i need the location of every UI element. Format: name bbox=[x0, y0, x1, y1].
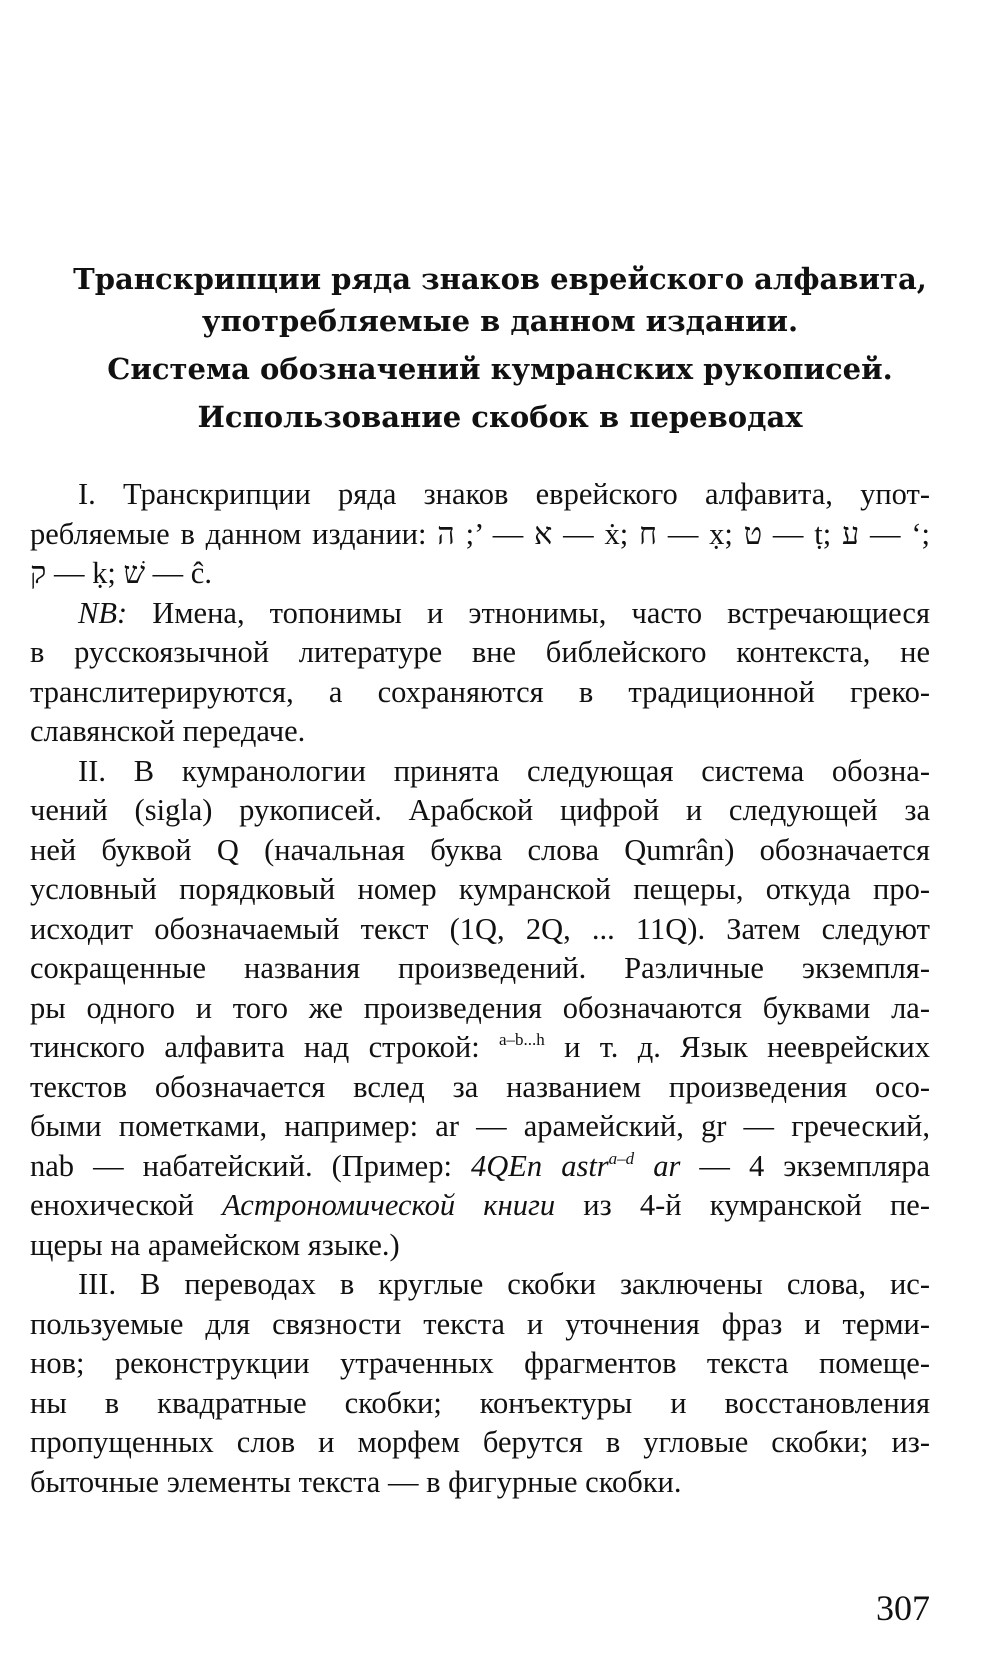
heading-line-1: Транскрипции ряда знаков еврейского алфавита, bbox=[73, 262, 927, 296]
section-2-line-11-a: nab — набатейский. (Пример: bbox=[30, 1148, 471, 1183]
nb-line-4: славянской передаче. bbox=[30, 714, 306, 748]
document-page bbox=[30, 0, 970, 1680]
section-1-line-1: I. Транскрипции ряда знаков еврейского алфавита, упот- bbox=[78, 477, 930, 511]
section-2-line-11-superscript: a–d bbox=[608, 1148, 635, 1168]
section-2-line-12 bbox=[30, 1186, 930, 1226]
section-3-line-5: пропущенных слов и морфем берутся в угловые скобки; из- bbox=[30, 1425, 930, 1459]
section-2-line-1: II. В кумранологии принята следующая система обозна- bbox=[78, 753, 930, 788]
section-3-line-4: ны в квадратные скобки; конъектуры и восстановления bbox=[30, 1385, 930, 1420]
nb-line-3: транслитерируются, а сохраняются в традиционной греко- bbox=[30, 674, 930, 709]
section-3-line-1: III. В переводах в круглые скобки заключены слова, ис- bbox=[78, 1267, 930, 1301]
nb-label: NB: bbox=[78, 595, 128, 630]
section-2-line-7: ры одного и того же произведения обозначаются буквами ла- bbox=[30, 990, 930, 1025]
section-1-line-3: ק — ḳ; שׁ — ĉ. bbox=[30, 556, 212, 590]
section-2-line-11-italic-2: ar bbox=[634, 1148, 681, 1183]
section-3-line-3: нов; реконструкции утраченных фрагментов текста помеще- bbox=[30, 1346, 930, 1380]
section-3-line-2: пользуемые для связности текста и уточнения фраз и терми- bbox=[30, 1306, 930, 1341]
section-2-line-12-italic: Астрономической книги bbox=[222, 1188, 556, 1222]
section-2-line-13: щеры на арамейском языке.) bbox=[30, 1227, 400, 1262]
section-2-line-8-a: тинского алфавита над строкой: bbox=[30, 1030, 499, 1064]
section-2-line-10: быми пометками, например: ar — арамейский, gr — греческий, bbox=[30, 1109, 930, 1143]
section-2-line-8-b: и т. д. Язык нееврейских bbox=[544, 1030, 931, 1064]
section-2-line-11 bbox=[30, 1147, 930, 1187]
section-2-line-5: исходит обозначаемый текст (1Q, 2Q, ... 11Q). Затем следуют bbox=[30, 911, 930, 946]
section-1-line-2: ребляемые в данном издании: א — ’; ה — ẋ; ח — x̣; ט — ṭ; ע — ‘; bbox=[30, 516, 930, 551]
section-2-line-3: ней буквой Q (начальная буква слова Qumrân) обозначается bbox=[30, 832, 930, 867]
section-2-line-11-italic-1: 4QEn astr bbox=[471, 1148, 609, 1183]
section-2-line-4: условный порядковый номер кумранской пещеры, откуда про- bbox=[30, 872, 930, 906]
section-3-line-6: быточные элементы текста — в фигурные скобки. bbox=[30, 1464, 682, 1499]
body-text bbox=[30, 475, 930, 1502]
nb-line-1-text: Имена, топонимы и этнонимы, часто встречающиеся bbox=[127, 595, 930, 630]
nb-line-1 bbox=[30, 594, 930, 634]
section-2-line-11-b: — 4 экземпляра bbox=[680, 1148, 930, 1183]
section-2-line-12-b: из 4-й кумранской пе- bbox=[555, 1188, 930, 1222]
page-heading bbox=[30, 258, 970, 438]
section-2-line-9: текстов обозначается вслед за названием произведения осо- bbox=[30, 1069, 930, 1104]
heading-line-2: употребляемые в данном издании. bbox=[201, 304, 799, 338]
section-2-line-2: чений (sigla) рукописей. Арабской цифрой и следующей за bbox=[30, 793, 930, 827]
nb-line-2: в русскоязычной литературе вне библейского контекста, не bbox=[30, 635, 930, 669]
section-2-line-8 bbox=[30, 1028, 930, 1068]
page-number: 307 bbox=[876, 1588, 930, 1628]
heading-line-4: Использование скобок в переводах bbox=[197, 400, 803, 434]
section-2-line-12-a: енохической bbox=[30, 1188, 223, 1222]
section-2-line-8-superscript: a–b...h bbox=[499, 1030, 545, 1049]
section-2-line-6: сокращенные названия произведений. Различные экземпля- bbox=[30, 951, 930, 985]
heading-line-3: Система обозначений кумранских рукописей. bbox=[107, 352, 893, 386]
